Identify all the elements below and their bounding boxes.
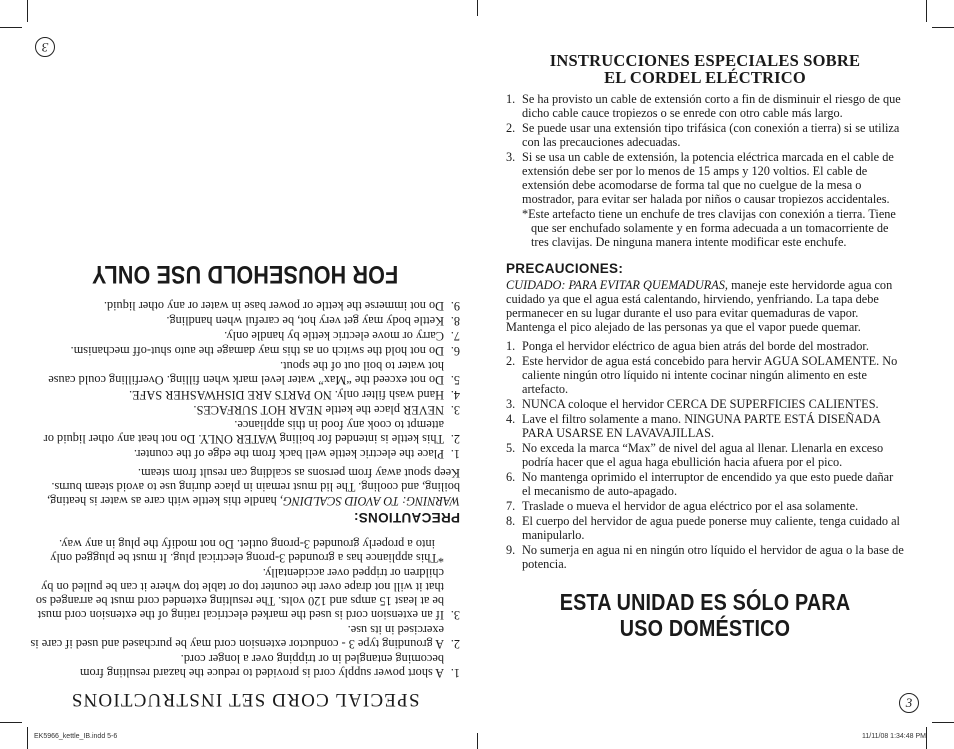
plug-note: *This appliance has a grounded 3-prong electrical plug. It must be plugged only into a properly grounded 3-prong outlet. Do not modify the plug in any way. (50, 537, 444, 565)
footer-timestamp: 11/11/08 1:34:48 PM (862, 733, 926, 740)
list-item: 7. Traslade o mueva el hervidor de agua eléctrico por el asa solamente. (506, 499, 859, 513)
footer-file-name: EK5966_kettle_IB.indd 5-6 (34, 733, 118, 740)
list-item: 2. This kettle is intended for boiling WATER ONLY. Do not heat any other liquid or attempt to cook any food in this appliance. (43, 418, 460, 446)
crop-mark (926, 727, 927, 749)
list-item: 3. NEVER place the kettle NEAR HOT SURFACES. (193, 403, 460, 417)
cord-title-line2: EL CORDEL ELÉCTRICO (604, 68, 806, 87)
list-item: 1. Se ha provisto un cable de extensión corto a fin de disminuir el riesgo de que dicho cable cauce tropiezos o se enrede con otro cable más largo. (506, 92, 901, 120)
scalding-warning: WARNING: TO AVOID SCALDING, handle this kettle with care as water is heating, boiling, and cooling. The lid must remain in place during use to avoid steam burns. Keep spout away from persons as scalding can result from steam. (46, 466, 460, 508)
list-item: 1. Ponga el hervidor eléctrico de agua bien atrás del borde del mostrador. (506, 339, 869, 353)
crop-mark (27, 0, 28, 22)
household-use-heading (506, 589, 904, 641)
list-item: 4. Hand wash filter only. NO PARTS ARE DISHWASHER SAFE. (128, 388, 460, 402)
precautions-heading: PRECAUTIONS: (353, 510, 460, 525)
list-item: 8. El cuerpo del hervidor de agua puede ponerse muy caliente, tenga cuidado al manipularlo. (506, 514, 900, 542)
list-item: 6. Do not hold the switch on as this may damage the auto shut-off mechanism. (70, 344, 460, 358)
list-item: 2. Se puede usar una extensión tipo trifásica (con conexión a tierra) si se utiliza con las precauciones adecuadas. (506, 121, 900, 149)
list-item: 4. Lave el filtro solamente a mano. NINGUNA PARTE ESTÁ DISEÑADA PARA USARSE EN LAVAVAJILLAS. (506, 412, 881, 440)
list-item: 3. NUNCA coloque el hervidor CERCA DE SUPERFICIES CALIENTES. (506, 397, 879, 411)
list-item: 1. A short power supply cord is provided to reduce the hazard resulting from becoming entangled in or tripping over a longer cord. (79, 652, 460, 680)
plug-note: *Este artefacto tiene un enchufe de tres clavijas con conexión a tierra. Tiene que ser enchufado solamente y en forma adecuada a un tomacorriente de tres clavijas. De ninguna manera intente modificar este enchufe. (522, 207, 896, 249)
crop-mark (27, 727, 28, 749)
crop-mark (932, 722, 954, 723)
list-item: 5. Do not exceed the “Max” water level mark when filling. Overfilling could cause hot water to boil out of the spout. (48, 359, 460, 387)
list-item: 5. No exceda la marca “Max” de nivel del agua al llenar. Llenarla en exceso podría hacer que el agua haga ebullición hacia afuera por el pico. (506, 441, 884, 469)
list-item: 2. Este hervidor de agua está concebido para hervir AGUA SOLAMENTE. No caliente ningún otro líquido ni intente cocinar ningún alimento en este artefacto. (506, 354, 898, 396)
household-use-heading: FOR HOUSEHOLD USE ONLY (91, 260, 399, 288)
cord-set-title: SPECIAL CORD SET INSTRUCTIONS (70, 689, 420, 710)
list-item: 8. Kettle body may get very hot, be careful when handling. (166, 314, 460, 328)
crop-mark (932, 27, 954, 28)
list-item: 6. No mantenga oprimido el interruptor de encendido ya que esto puede dañar el mecanismo de auto-apagado. (506, 470, 894, 498)
list-item: 7. Carry or move electric kettle by handle only. (224, 329, 460, 343)
crop-mark (0, 722, 22, 723)
fold-mark (477, 0, 478, 16)
burn-warning: CUIDADO: PARA EVITAR QUEMADURAS, maneje este hervidorde agua con cuidado ya que el agua está calentando, hirviendo, yenfriando. La tapa debe permanecer en su lugar durante el uso para evitar quemaduras de vapor. Mantenga el pico alejado de las personas ya que el vapor puede quemar. (506, 278, 893, 334)
left-page-english (30, 75, 460, 715)
precautions-heading: PRECAUCIONES: (506, 261, 624, 276)
cord-title-line1: INSTRUCCIONES ESPECIALES SOBRE (549, 51, 861, 70)
list-item: 3. If an extension cord is used the marked electrical rating of the extension cord must be at least 15 amps and 120 volts. The resulting extended cord must be arranged so that it will not drape over the counter top or table top where it can be pulled on by children or tripped over accidentally. (35, 566, 460, 622)
crop-mark (0, 27, 22, 28)
household-line1: ESTA UNIDAD ES SÓLO PARA (559, 589, 851, 615)
household-line2: USO DOMÉSTICO (619, 615, 791, 641)
crop-mark (926, 0, 927, 22)
list-item: 9. Do not immerse the kettle or power base in water or any other liquid. (103, 299, 460, 313)
list-item: 9. No sumerja en agua ni en ningún otro líquido el hervidor de agua o la base de potencia. (506, 543, 904, 571)
cord-instructions-list (506, 92, 904, 206)
list-item: 1. Place the electric kettle well back from the edge of the counter. (133, 447, 460, 461)
right-page-spanish (506, 52, 904, 641)
fold-mark (477, 733, 478, 749)
right-page-number: 3 (899, 693, 919, 713)
precautions-list (506, 339, 904, 571)
list-item: 3. Si se usa un cable de extensión, la potencia eléctrica marcada en el cable de extensión debe ser por lo menos de 15 amps y 120 voltios. El cable de extensión debe acomodarse de forma tal que no cuelgue de la mesa o mostrador, para evitar ser halada por niños o causar tropiezos accidentales. (506, 150, 894, 206)
cord-instructions-list (30, 566, 460, 680)
left-page-number: 3 (35, 37, 55, 57)
precautions-list (30, 299, 460, 461)
list-item: 2. A grounding type 3 - conductor extension cord may be purchased and used if care is exercised in its use. (30, 623, 460, 651)
